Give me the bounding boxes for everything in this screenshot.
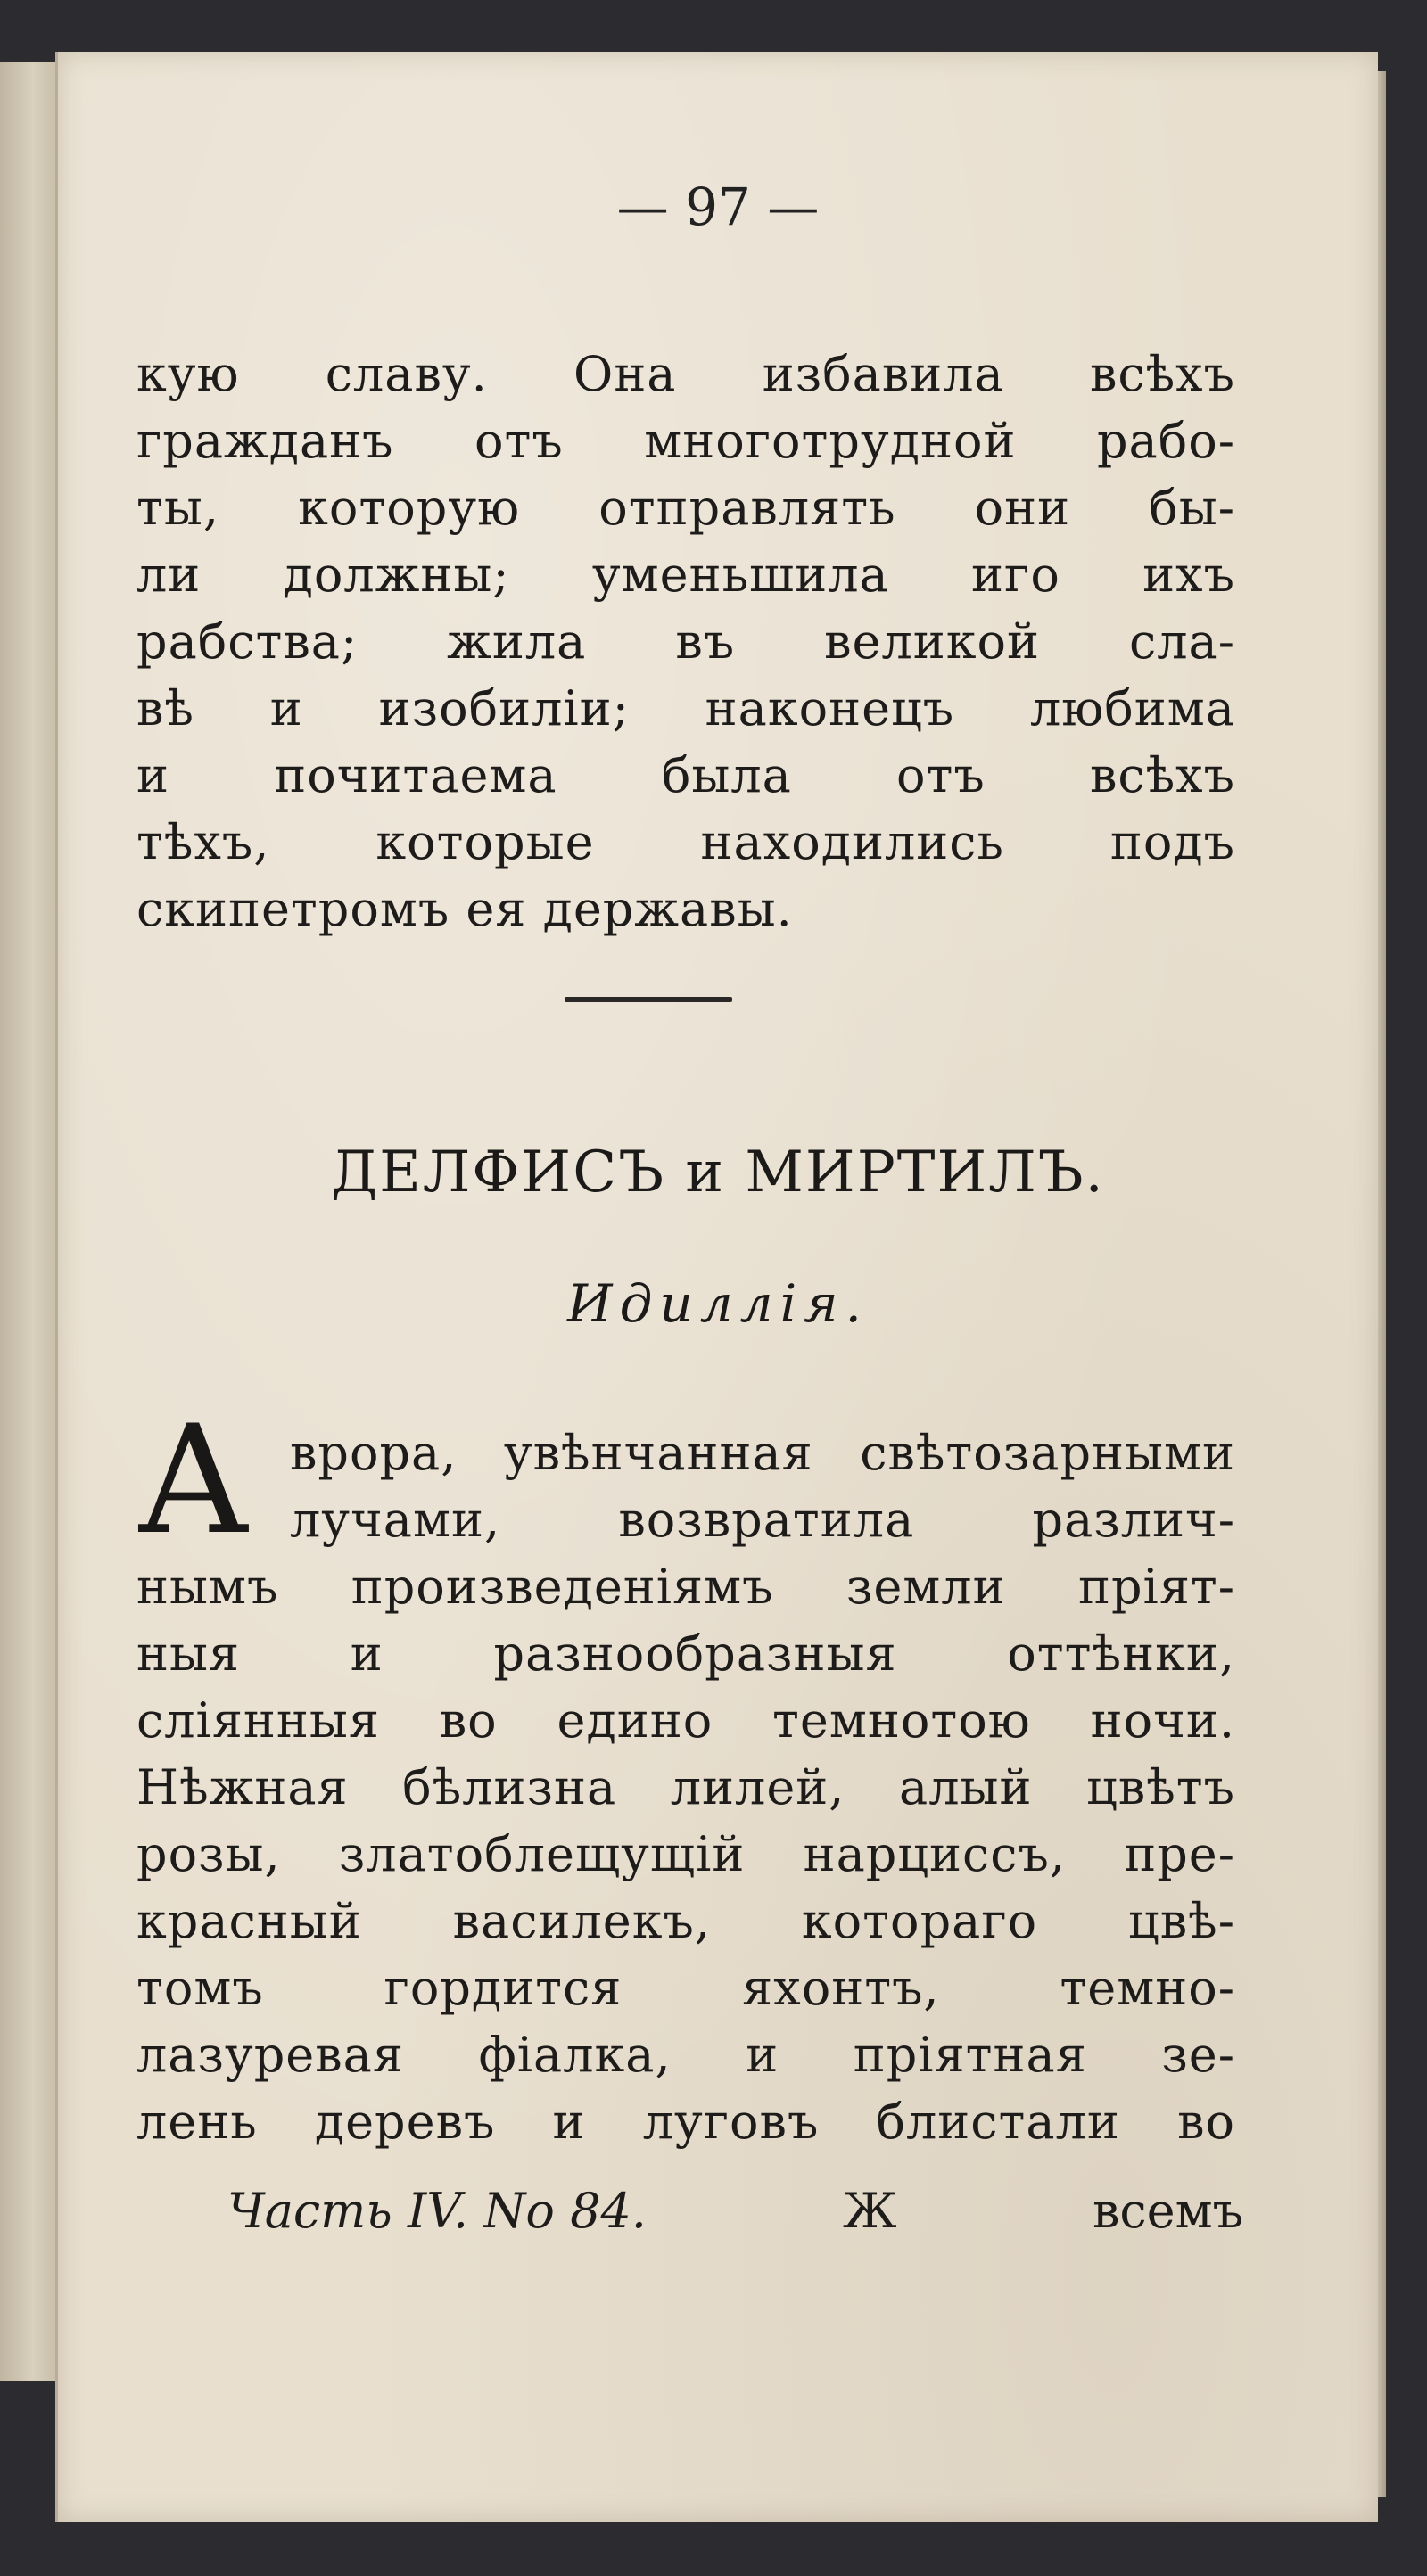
text-line: лучами, возвратила различ-: [290, 1492, 1235, 1548]
page-footer: [156, 2183, 1243, 2245]
signature-mark: Часть IV. No 84.: [227, 2183, 647, 2239]
text-line: ли должны; уменьшила иго ихъ: [136, 547, 1235, 603]
text-line: кую славу. Она избавила всѣхъ: [136, 346, 1235, 402]
sheet-mark: Ж: [843, 2183, 897, 2239]
catchword: всемъ: [1093, 2183, 1243, 2239]
text-line: гражданъ отъ многотрудной рабо-: [136, 413, 1235, 469]
book-page: [55, 52, 1378, 2522]
page-number: — 97 —: [616, 177, 820, 237]
text-line: скипетромъ ея державы.: [136, 881, 793, 937]
text-line: ты, которую отправлять они бы-: [136, 480, 1235, 536]
text-line: Нѣжная бѣлизна лилей, алый цвѣтъ: [136, 1759, 1235, 1815]
section-title: ДЕЛФИСЪ и МИРТИЛЪ.: [331, 1140, 1105, 1206]
text-line: вѣ и изобиліи; наконецъ любима: [136, 680, 1235, 737]
text-line: ныя и разнообразныя оттѣнки,: [136, 1625, 1235, 1682]
facing-page-edge: [0, 62, 57, 2381]
section-subtitle: Идиллія.: [567, 1273, 869, 1334]
drop-cap: А: [136, 1393, 251, 1568]
text-line: томъ гордится яхонтъ, темно-: [136, 1960, 1235, 2016]
text-line: тѣхъ, которые находились подъ: [136, 814, 1235, 870]
text-line: лазуревая фіалка, и пріятная зе-: [136, 2027, 1235, 2083]
text-line: сліянныя во едино темнотою ночи.: [136, 1692, 1235, 1749]
text-line: рабства; жила въ великой сла-: [136, 613, 1235, 670]
text-line: нымъ произведеніямъ земли пріят-: [136, 1559, 1235, 1615]
text-line: розы, златоблещущій нарциссъ, пре-: [136, 1826, 1235, 1882]
text-line: красный василекъ, котораго цвѣ-: [136, 1893, 1235, 1949]
text-line: лень деревъ и луговъ блистали во: [136, 2094, 1235, 2150]
text-line: врора, увѣнчанная свѣтозарными: [290, 1425, 1235, 1481]
text-line: и почитаема была отъ всѣхъ: [136, 747, 1235, 803]
section-divider: [565, 997, 732, 1002]
